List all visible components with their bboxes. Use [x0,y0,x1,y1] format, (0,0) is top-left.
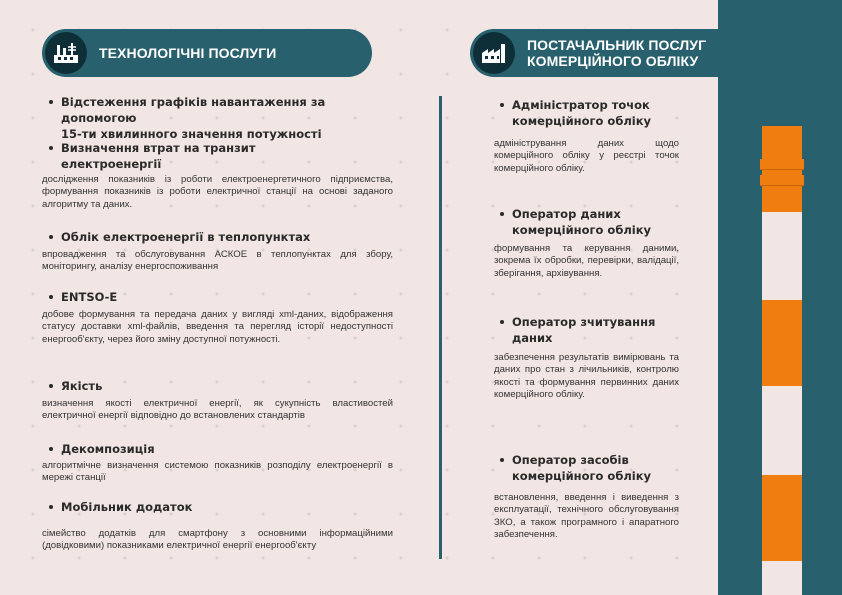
service-description-block [494,138,679,175]
service-title-line: електроенергії [61,157,162,171]
section-title [527,37,706,69]
service-title: Якість [61,378,393,394]
service-item [512,452,682,484]
service-description-block [42,398,393,423]
service-description-block [42,249,393,274]
service-item [61,289,393,305]
service-item [61,94,393,142]
service-description: встановлення, введення і виведення з експлуатації, технічного обслуговування ЗКО, а також програмного і апаратного забезпечення. [494,492,679,540]
service-item [512,97,682,129]
service-description: визначення якості електричної енергії, як сукупність властивостей електричної енергії відповідно до встановлених стандартів [42,398,393,422]
service-item [61,140,393,172]
service-description-block [494,243,679,280]
service-title: Декомпозиція [61,441,393,457]
service-description: дослідження показників із роботи електроенергетичного підприємства, формування показників із роботи електричної станції на основі заданого алгоритму та даних. [42,174,393,210]
service-title-line: Адміністратор точок [512,98,650,112]
service-description: формування та керування даними, зокрема їх обробки, перевірки, валідації, зберігання, архівування. [494,243,679,279]
service-title-line: Оператор зчитування [512,315,656,329]
service-title-line: Визначення втрат на транзит [61,141,256,155]
service-description-block [42,460,393,485]
service-title [512,97,682,129]
service-title [512,452,682,484]
service-description-block [494,492,679,541]
service-item [61,229,393,245]
service-title [61,94,393,142]
service-description: забезпечення результатів вимірювань та даних про стан з лічильників, контролю якості та формування первинних даних комерційного обліку. [494,352,679,400]
service-title-line: Відстеження графіків навантаження за допомогою [61,95,326,125]
service-title-line: комерційного обліку [512,223,652,237]
section-title: ТЕХНОЛОГІЧНІ ПОСЛУГИ [99,45,277,61]
chimney-ring [760,175,804,186]
service-title-line: 15-ти хвилинного значення потужності [61,127,322,141]
service-item [512,206,682,238]
service-description-block [42,309,393,346]
service-description-block [42,528,393,553]
section-title-line: ПОСТАЧАЛЬНИК ПОСЛУГ [527,37,707,53]
section-title-line: КОМЕРЦІЙНОГО ОБЛІКУ [527,53,699,69]
service-title-line: комерційного обліку [512,114,652,128]
service-item [61,499,393,515]
chimney-graphic [762,126,802,595]
service-description-block [494,352,679,401]
service-title-line: даних [512,331,553,345]
service-description-block [42,174,393,211]
service-description: алгоритмічне визначення системою показників розподілу електроенергії в мережі станції [42,460,393,484]
service-description: впровадження та обслуговування АСКОЕ в теплопунктах для збору, моніторингу, аналізу енергоспоживання [42,249,393,273]
service-description: добове формування та передача даних у вигляді xml-даних, відображення статусу доставки xml-файлів, введення та перегляд історії недоступності енергооб'єкту, через його зміну доступної потужності. [42,309,393,345]
service-title [512,206,682,238]
service-item [512,314,682,346]
service-description: адміністрування даних щодо комерційного обліку у реєстрі точок комерційного обліку. [494,138,679,174]
column-divider [439,96,442,559]
service-title [512,314,682,346]
section-header-technological [42,29,372,77]
power-plant-icon [45,32,87,74]
chimney-stripe [762,475,802,561]
service-title-line: комерційного обліку [512,469,652,483]
factory-icon [473,32,515,74]
service-description: сімейство додатків для смартфону з основними інформаційними (довідковими) показниками електричної енергії енергооб'єкту [42,528,393,552]
chimney-stripe [762,300,802,386]
service-title-line: Оператор засобів [512,453,629,467]
service-item [61,441,393,457]
service-title: Облік електроенергії в теплопунктах [61,229,393,245]
section-header-metering [470,29,720,77]
service-title: ENTSO-E [61,289,393,305]
service-item [61,378,393,394]
service-title-line: Оператор даних [512,207,621,221]
chimney-ring [760,159,804,170]
service-title [61,140,393,172]
service-title: Мобільник додаток [61,499,393,515]
